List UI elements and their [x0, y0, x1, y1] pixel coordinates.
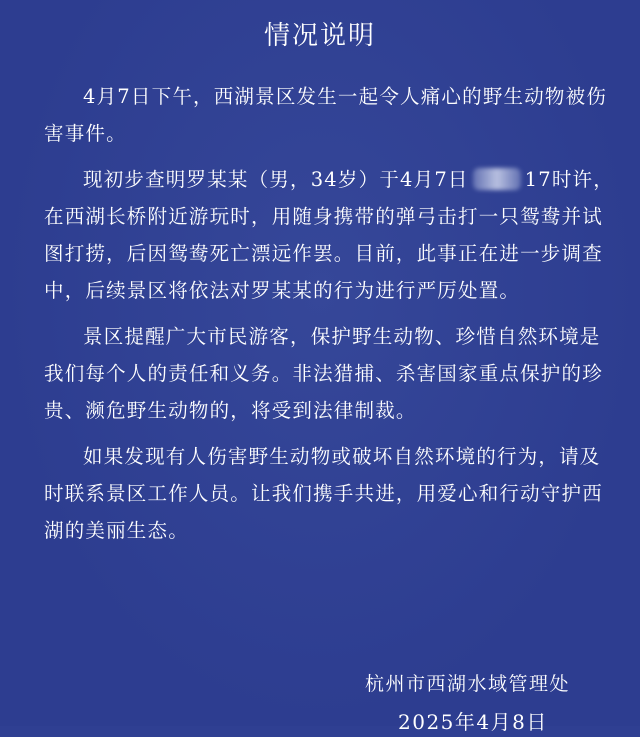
paragraph-call-to-action: 如果发现有人伤害野生动物或破坏自然环境的行为，请及时联系景区工作人员。让我们携手共进，用爱心和行动守护西湖的美丽生态。	[44, 445, 603, 542]
paragraph-incident: 4月7日下午，西湖景区发生一起令人痛心的野生动物被伤害事件。	[44, 85, 608, 145]
notice-body	[44, 78, 616, 558]
paragraph-investigation	[44, 161, 616, 309]
investigation-text-start: 现初步查明罗某某（男，34岁）于4月7日	[83, 168, 469, 191]
redaction-blur	[473, 168, 521, 190]
notice-title: 情况说明	[263, 21, 376, 51]
issue-date: 2025年4月8日	[398, 710, 548, 734]
paragraph-reminder: 景区提醒广大市民游客，保护野生动物、珍惜自然环境是我们每个人的责任和义务。非法猎捕、杀害国家重点保护的珍贵、濒危野生动物的，将受到法律制裁。	[44, 325, 603, 422]
investigation-text-end: 17时许，在西湖长桥附近游玩时，用随身携带的弹弓击打一只鸳鸯并试图打捞，后因鸳鸯死亡漂远作罢。目前，此事正在进一步调查中，后续景区将依法对罗某某的行为进行严厉处置。	[44, 168, 614, 302]
issuer-signature: 杭州市西湖水域管理处	[365, 673, 571, 695]
